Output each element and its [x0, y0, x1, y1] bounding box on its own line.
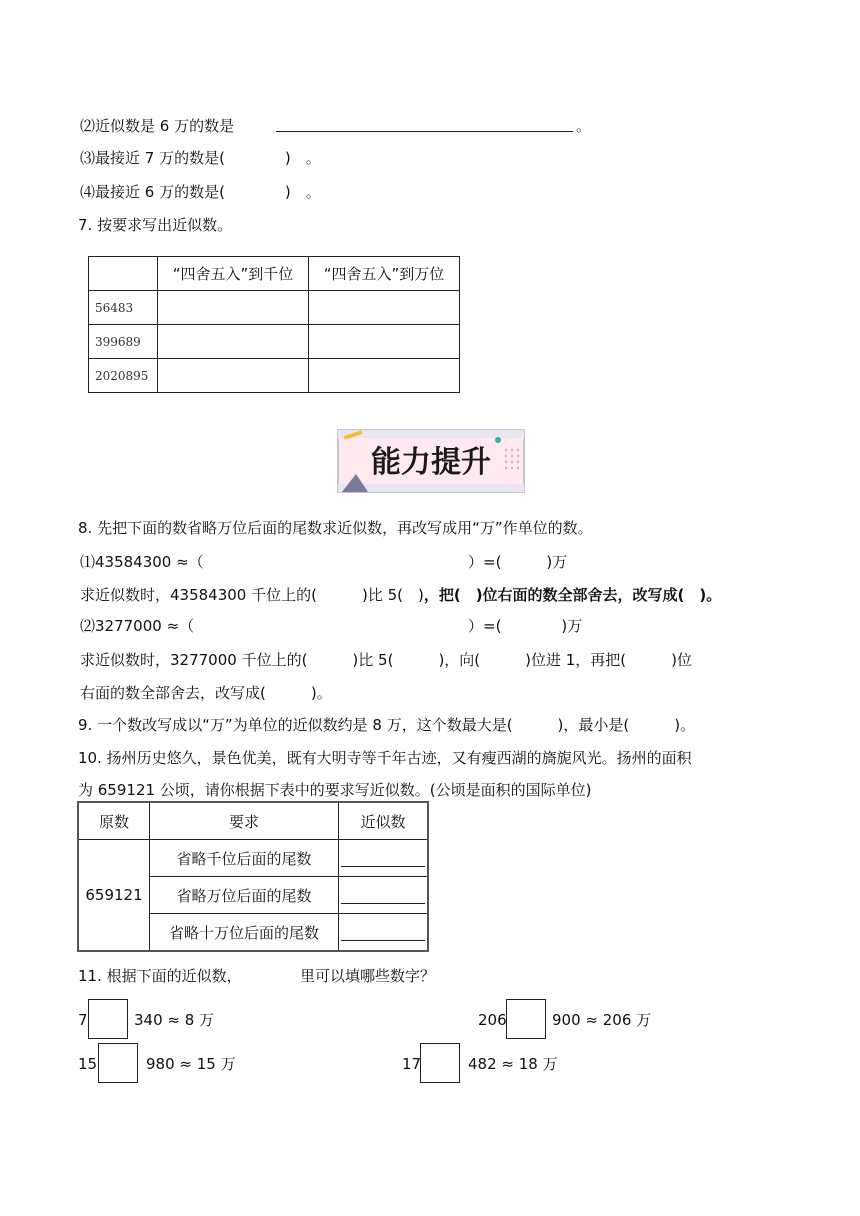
ability-banner	[336, 428, 526, 494]
table-row	[78, 840, 428, 877]
q8-title: 8. 先把下面的数省略万位后面的尾数求近似数，再改写成用“万”作单位的数。	[78, 519, 593, 537]
q10-answer-line[interactable]	[341, 850, 425, 867]
q7-answer-cell[interactable]	[309, 291, 460, 325]
q7-header-thousands: “四舍五入”到千位	[158, 257, 309, 291]
q11-item-3-pre: 15	[78, 1055, 98, 1073]
q10-requirement: 省略十万位后面的尾数	[150, 914, 339, 952]
q8-part1: ⑴43584300 ≈（	[80, 553, 204, 571]
q8-part1-desc-a: 求近似数时，43584300 千位上的( )比 5( )	[80, 586, 424, 604]
table-row	[89, 359, 460, 393]
q8-part1-desc-b: ，把( )位右面的数全部舍去，改写成( )。	[423, 586, 722, 604]
q10-answer-line[interactable]	[341, 887, 425, 904]
q7-table	[88, 256, 460, 393]
banner-top-strip	[338, 430, 524, 438]
q8-part2-desc-1: 求近似数时，3277000 千位上的( )比 5( )，向( )位进 1，再把( )位	[80, 651, 693, 669]
q8-part2-result: ）=( )万	[468, 617, 583, 635]
q6-part2-text: ⑵近似数是 6 万的数是	[80, 117, 235, 135]
q10-requirement: 省略万位后面的尾数	[150, 877, 339, 914]
q8-part1-desc	[80, 585, 721, 605]
q11-item-2-pre: 206	[478, 1011, 507, 1029]
q7-row-number: 56483	[89, 291, 158, 325]
q10-header-requirement: 要求	[150, 802, 339, 840]
q7-header-tenthousands: “四舍五入”到万位	[309, 257, 460, 291]
table-row	[89, 291, 460, 325]
q7-answer-cell[interactable]	[158, 359, 309, 393]
q6-part2-end: 。	[576, 117, 592, 135]
q7-title: 7. 按要求写出近似数。	[78, 216, 233, 234]
q7-answer-cell[interactable]	[158, 325, 309, 359]
q10-requirement: 省略千位后面的尾数	[150, 840, 339, 877]
q10-answer-line[interactable]	[341, 924, 425, 941]
q7-answer-cell[interactable]	[158, 291, 309, 325]
q11-title-end: 里可以填哪些数字？	[300, 967, 436, 985]
q11-item-1-post: 340 ≈ 8 万	[134, 1011, 215, 1029]
q10-text-1: 10. 扬州历史悠久，景色优美，既有大明寺等千年古迹，又有瘦西湖的旖旎风光。扬州的面积	[78, 749, 692, 767]
q11-item-1-box[interactable]	[88, 999, 128, 1039]
q7-header-blank	[89, 257, 158, 291]
q11-item-1-pre: 7	[78, 1011, 88, 1029]
q11-item-4-pre: 17	[402, 1055, 422, 1073]
banner-title: 能力提升	[371, 445, 491, 480]
q7-answer-cell[interactable]	[309, 359, 460, 393]
q8-part2-desc-2: 右面的数全部舍去，改写成( )。	[80, 684, 332, 702]
q7-row-number: 2020895	[89, 359, 158, 393]
q10-original-number: 659121	[78, 840, 150, 952]
q11-item-2-post: 900 ≈ 206 万	[552, 1011, 652, 1029]
q10-answer-cell[interactable]	[339, 914, 429, 952]
q8-part1-result: ）=( )万	[468, 553, 568, 571]
q10-table	[77, 801, 429, 952]
q9-text: 9. 一个数改写成以“万”为单位的近似数约是 8 万，这个数最大是( )，最小是( )。	[78, 716, 696, 734]
q11-item-2-box[interactable]	[506, 999, 546, 1039]
q8-part2: ⑵3277000 ≈（	[80, 617, 195, 635]
q10-text-2: 为 659121 公顷，请你根据下表中的要求写近似数。(公顷是面积的国际单位)	[78, 781, 592, 799]
q10-header-approx: 近似数	[339, 802, 429, 840]
q6-part3: ⑶最接近 7 万的数是( ) 。	[80, 149, 321, 167]
q11-item-4-post: 482 ≈ 18 万	[468, 1055, 558, 1073]
q10-header-original: 原数	[78, 802, 150, 840]
banner-teal-dot	[495, 437, 501, 443]
q6-part4: ⑷最接近 6 万的数是( ) 。	[80, 183, 321, 201]
q7-row-number: 399689	[89, 325, 158, 359]
q6-part2	[80, 116, 234, 136]
q10-answer-cell[interactable]	[339, 877, 429, 914]
q10-answer-cell[interactable]	[339, 840, 429, 877]
q11-item-3-box[interactable]	[98, 1043, 138, 1083]
q11-item-3-post: 980 ≈ 15 万	[146, 1055, 236, 1073]
q11-item-4-box[interactable]	[420, 1043, 460, 1083]
q7-answer-cell[interactable]	[309, 325, 460, 359]
q6-part2-answer-line[interactable]	[276, 131, 573, 132]
q11-title: 11. 根据下面的近似数，	[78, 967, 242, 985]
table-row	[89, 325, 460, 359]
